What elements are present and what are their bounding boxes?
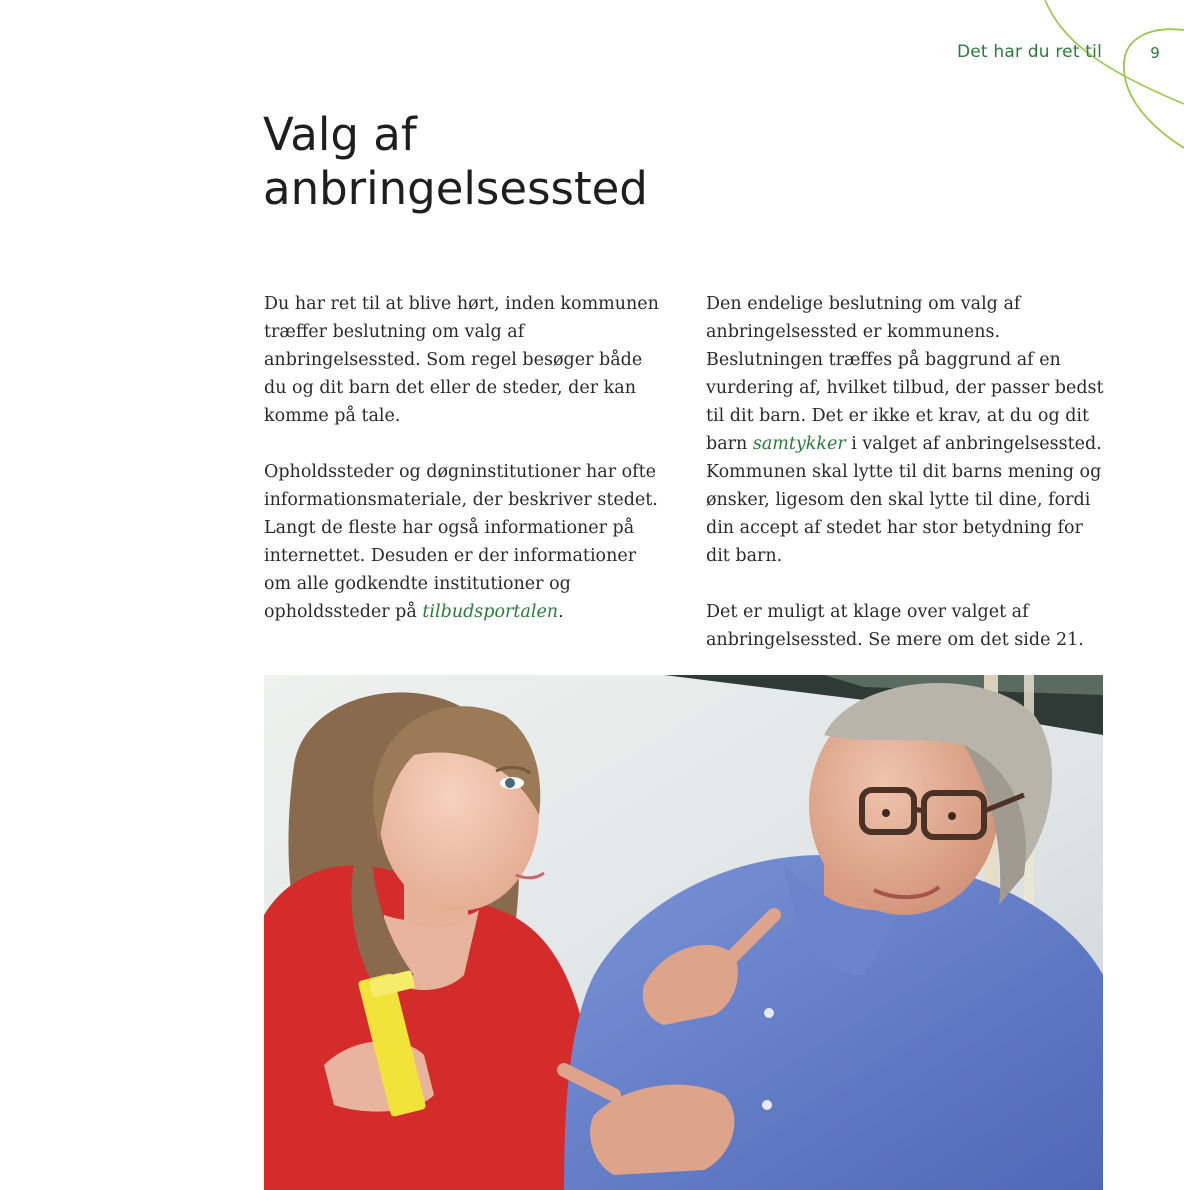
left-paragraph-2-text: Opholdssteder og døgninstitutioner har ofte informationsmateriale, der beskriver stedet. Langt de fleste har også informationer på internettet. Desuden er der informationer om alle godkendte institutioner og opholdssteder på [264,462,658,622]
tilbudsportalen-link[interactable]: tilbudsportalen [422,602,559,622]
page-title [263,108,863,216]
left-column [264,290,664,654]
right-paragraph-1 [706,290,1106,570]
left-paragraph-2 [264,458,664,626]
title-line-2: anbringelsessted [263,162,648,215]
samtykker-link[interactable]: samtykker [752,434,846,454]
right-paragraph-1-end: i valget af anbringelsessted. Kommunen skal lytte til dit barns mening og ønsker, ligesom den skal lytte til dine, fordi din accept af stedet har stor betydning for dit barn. [706,434,1102,566]
photo-girl-and-man [264,675,1103,1190]
right-paragraph-2: Det er muligt at klage over valget af anbringelsessted. Se mere om det side 21. [706,602,1084,650]
left-paragraph-1: Du har ret til at blive hørt, inden kommunen træffer beslutning om valg af anbringelsessted. Som regel besøger både du og dit barn det eller de steder, der kan komme på tale. [264,294,659,426]
page-number: 9 [1150,44,1160,62]
right-column [706,290,1106,682]
title-line-1: Valg af [263,108,417,161]
right-paragraph-1-text: Den endelige beslutning om valg af anbringelsessted er kommunens. Beslutningen træffes på baggrund af en vurdering af, hvilket tilbud, der passer bedst til dit barn. Det er ikke et krav, at du og dit barn [706,294,1104,454]
running-head: Det har du ret til [956,42,1102,62]
left-paragraph-2-end: . [558,602,564,622]
